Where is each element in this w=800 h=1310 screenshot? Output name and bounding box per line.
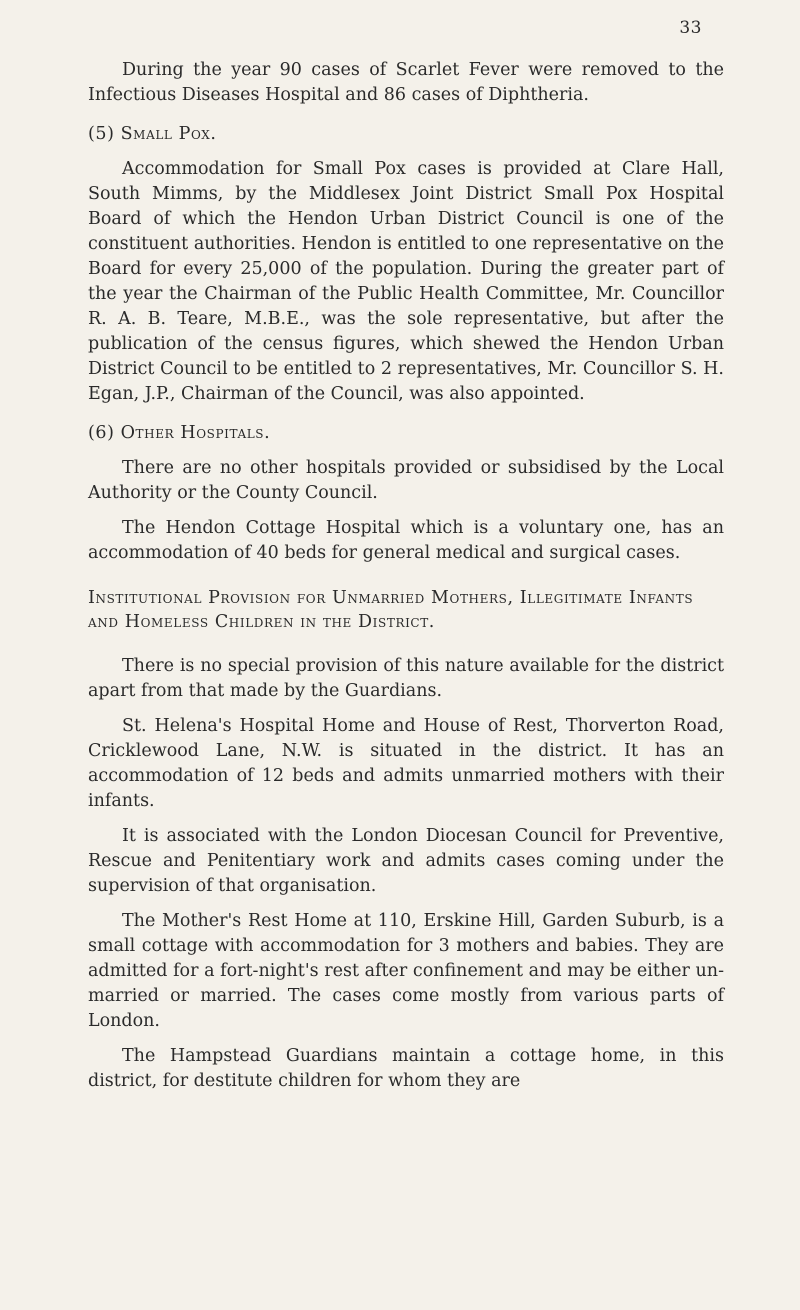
other-hospitals-paragraph-1: There are no other hospitals provided or subsidised by the Local Authority or the County Council. bbox=[88, 458, 724, 503]
other-hospitals-heading-text: Other Hospitals. bbox=[120, 423, 271, 443]
page-body bbox=[88, 58, 724, 1094]
institutional-provision-heading: Institutional Provision for Unmarried Mothers, Illegitimate Infants and Homeless Children in the District. bbox=[88, 588, 694, 632]
institutional-paragraph-2: St. Helena's Hospital Home and House of Rest, Thorverton Road, Cricklewood Lane, N.W. is situated in the district. It has an accommodation of 12 beds and admits unmarried mothers with their infants. bbox=[88, 716, 724, 811]
institutional-paragraph-4: The Mother's Rest Home at 110, Erskine Hill, Garden Suburb, is a small cottage with accommodation for 3 mothers and babies. They are admitted for a fort-night's rest after confinement and may be either un-married or married. The cases come mostly from various parts of London. bbox=[88, 911, 724, 1031]
other-hospitals-heading bbox=[88, 421, 724, 446]
other-hospitals-heading-number: (6) bbox=[88, 423, 115, 443]
institutional-paragraph-1: There is no special provision of this nature available for the district apart from that made by the Guardians. bbox=[88, 656, 724, 701]
institutional-paragraph-3: It is associated with the London Diocesan Council for Preventive, Rescue and Penitentiary work and admits cases coming under the supervision of that organisation. bbox=[88, 826, 724, 896]
page-number: 33 bbox=[679, 18, 702, 38]
small-pox-heading-number: (5) bbox=[88, 124, 115, 144]
other-hospitals-paragraph-2: The Hendon Cottage Hospital which is a voluntary one, has an accommodation of 40 beds for general medical and surgical cases. bbox=[88, 518, 724, 563]
small-pox-heading-text: Small Pox. bbox=[120, 124, 217, 144]
small-pox-heading bbox=[88, 122, 724, 147]
institutional-paragraph-5: The Hampstead Guardians maintain a cottage home, in this district, for destitute children for whom they are bbox=[88, 1046, 724, 1091]
small-pox-paragraph: Accommodation for Small Pox cases is provided at Clare Hall, South Mimms, by the Middlesex Joint District Small Pox Hospital Board of which the Hendon Urban District Council is one of the constituent authorities. Hendon is entitled to one representative on the Board for every 25,000 of the population. During the greater part of the year the Chairman of the Public Health Committee, Mr. Councillor R. A. B. Teare, M.B.E., was the sole representative, but after the publication of the census figures, which shewed the Hendon Urban District Council to be entitled to 2 representatives, Mr. Councillor S. H. Egan, J.P., Chairman of the Council, was also appointed. bbox=[88, 159, 724, 404]
intro-paragraph: During the year 90 cases of Scarlet Fever were removed to the Infectious Diseases Hospital and 86 cases of Diphtheria. bbox=[88, 60, 724, 105]
